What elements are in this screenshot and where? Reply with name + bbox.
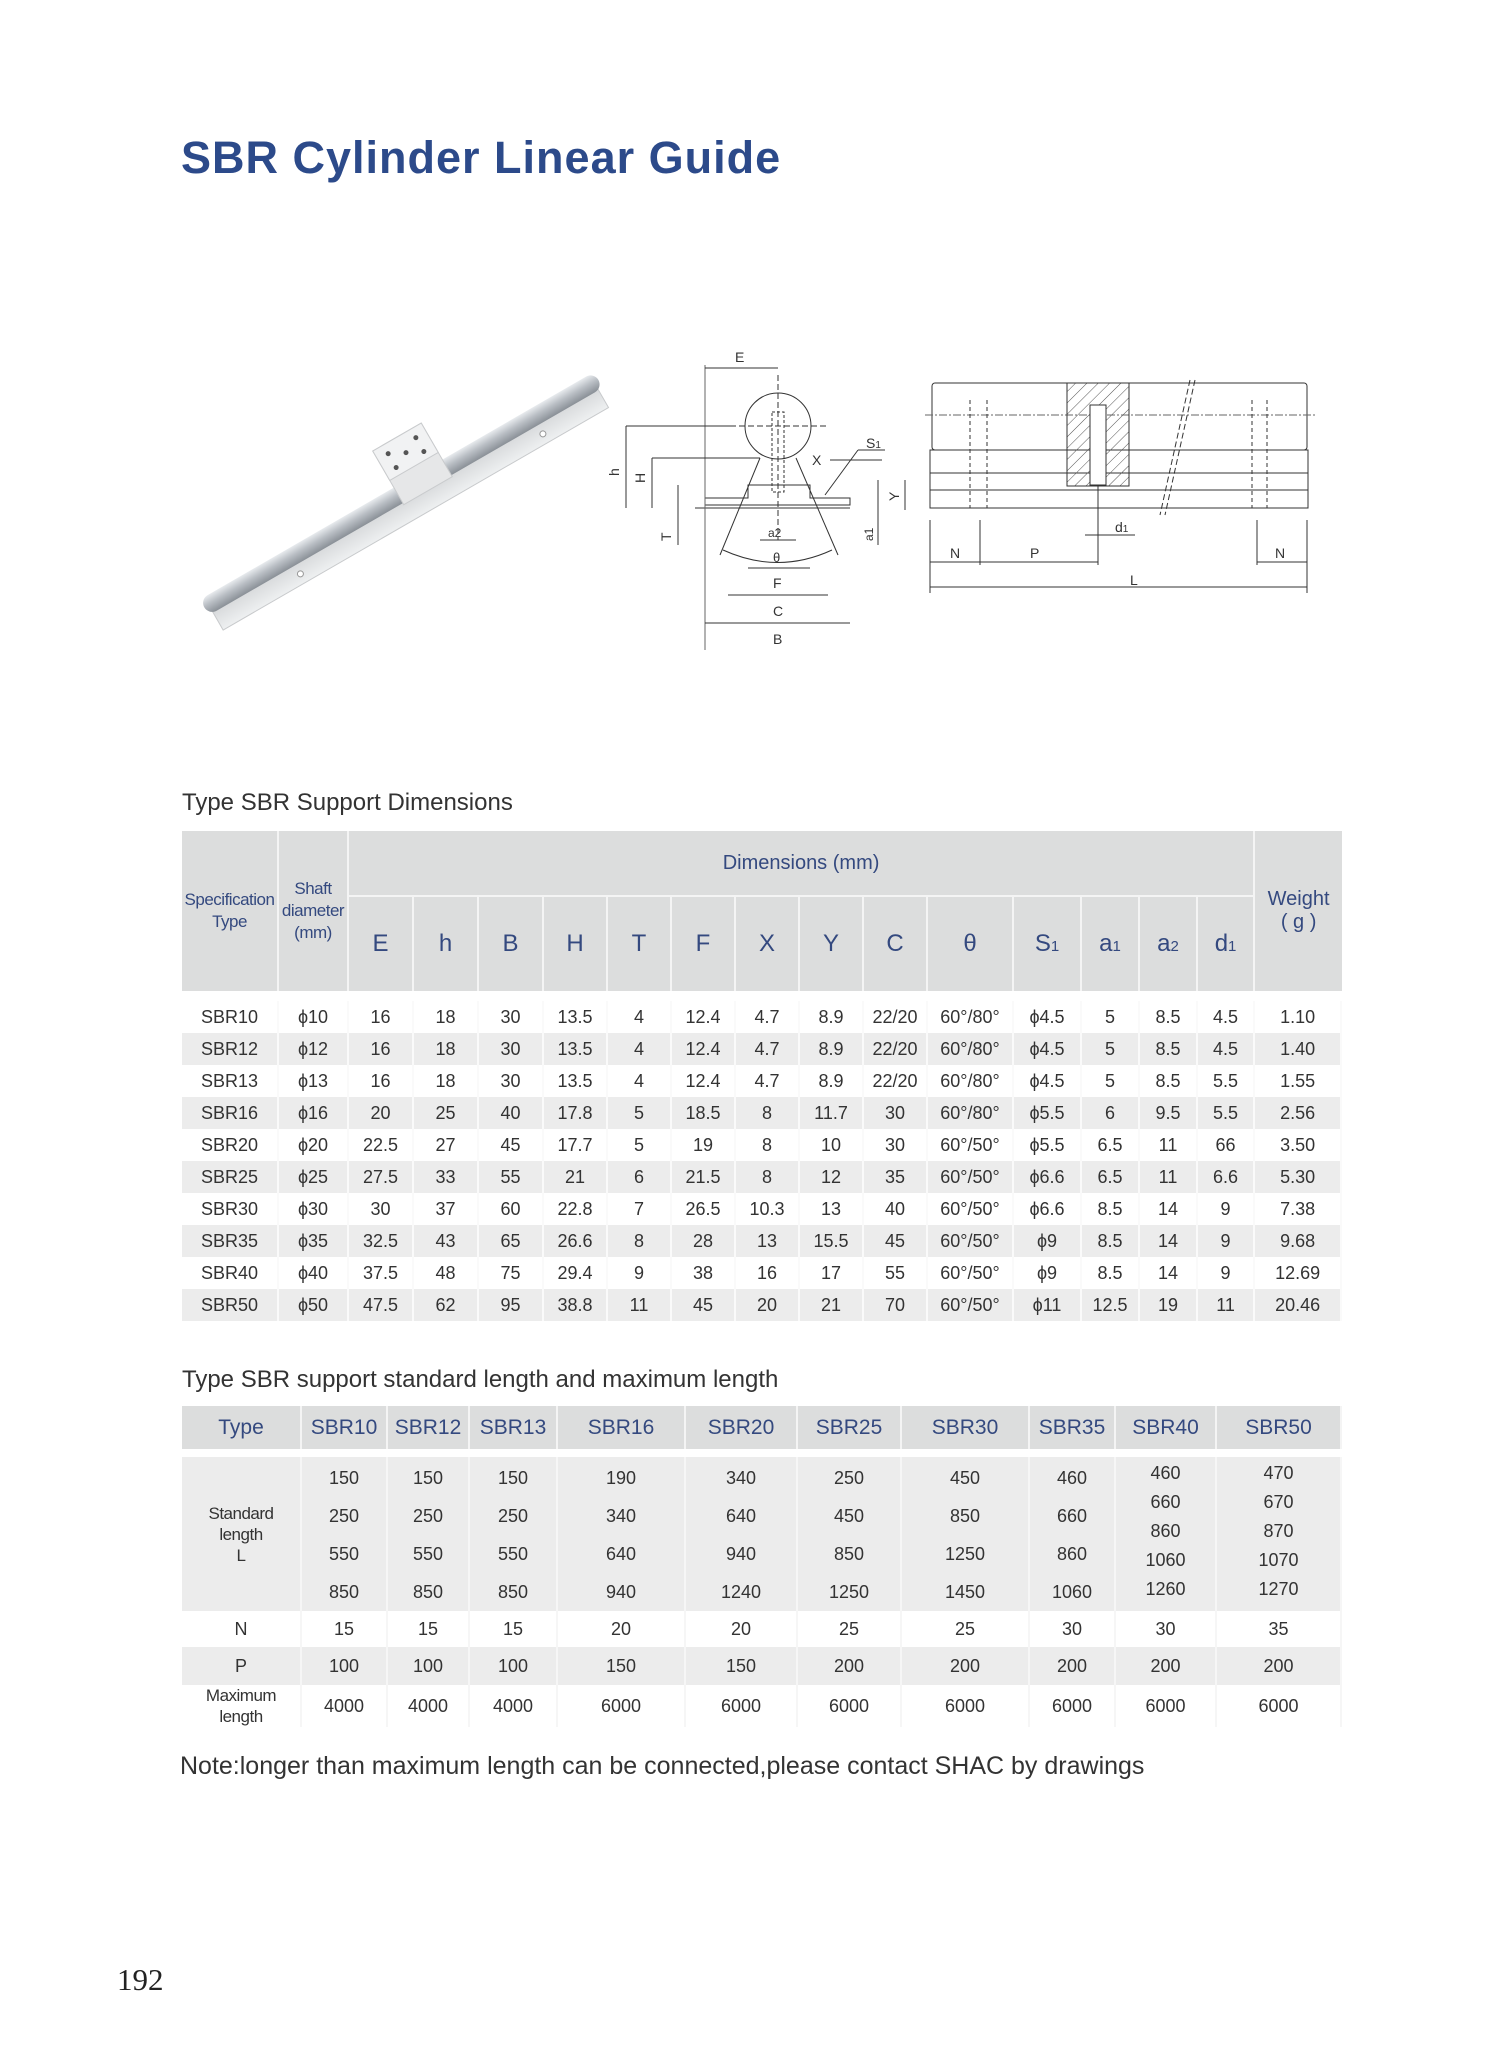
n-value-cell: 20	[686, 1611, 798, 1647]
max-length-cell: 6000	[798, 1685, 902, 1727]
header-col-7: Y	[800, 895, 864, 991]
table-cell: 16	[736, 1257, 800, 1289]
table-cell: 66	[1198, 1129, 1255, 1161]
table-cell: 16	[349, 1065, 414, 1097]
table-cell: 17	[800, 1257, 864, 1289]
table-cell: 60	[479, 1193, 544, 1225]
table-cell: ϕ4.5	[1014, 1001, 1082, 1033]
table-cell: 60°/80°	[928, 1001, 1014, 1033]
table-cell: 16	[349, 1033, 414, 1065]
table-cell: 9	[1198, 1257, 1255, 1289]
table-row	[182, 1033, 1342, 1065]
table-cell: 19	[672, 1129, 736, 1161]
page-title: SBR Cylinder Linear Guide	[181, 132, 782, 183]
table-cell: 40	[479, 1097, 544, 1129]
table-cell: ϕ40	[279, 1257, 349, 1289]
table-cell: 22.8	[544, 1193, 608, 1225]
header-col-2: B	[479, 895, 544, 991]
table-cell: 62	[414, 1289, 479, 1321]
table-cell: 1.55	[1255, 1065, 1342, 1097]
table-cell: 60°/80°	[928, 1033, 1014, 1065]
table-cell: 8	[736, 1129, 800, 1161]
table-cell: 12.5	[1082, 1289, 1140, 1321]
p-label: P	[182, 1647, 302, 1685]
table-cell: 8.5	[1082, 1193, 1140, 1225]
table-cell: 30	[864, 1129, 928, 1161]
standard-length-cell: 460 660 860 1060	[1030, 1457, 1116, 1611]
table-cell: 12	[800, 1161, 864, 1193]
standard-length-cell: 470 670 870 1070 1270	[1217, 1457, 1342, 1611]
table-cell: 35	[864, 1161, 928, 1193]
table-cell: 32.5	[349, 1225, 414, 1257]
table-cell: 55	[864, 1257, 928, 1289]
table-cell: 17.7	[544, 1129, 608, 1161]
header-col-3: H	[544, 895, 608, 991]
table-cell: 20	[349, 1097, 414, 1129]
table-cell: 7	[608, 1193, 672, 1225]
p-value-cell: 200	[902, 1647, 1030, 1685]
p-value-cell: 100	[388, 1647, 470, 1685]
table-cell: 9.5	[1140, 1097, 1198, 1129]
header-type-sbr40: SBR40	[1116, 1406, 1217, 1449]
table-cell: ϕ4.5	[1014, 1065, 1082, 1097]
table-cell: 33	[414, 1161, 479, 1193]
table-cell: 14	[1140, 1257, 1198, 1289]
table-cell: ϕ30	[279, 1193, 349, 1225]
standard-length-cell: 150 250 550 850	[302, 1457, 388, 1611]
label-d1: d1	[1115, 519, 1129, 535]
table-cell: SBR12	[182, 1033, 279, 1065]
max-length-cell: 6000	[1030, 1685, 1116, 1727]
table-cell: 45	[479, 1129, 544, 1161]
table-cell: 30	[349, 1193, 414, 1225]
table-cell: 22/20	[864, 1065, 928, 1097]
table-cell: 47.5	[349, 1289, 414, 1321]
max-length-cell: 6000	[1217, 1685, 1342, 1727]
table-cell: 1.10	[1255, 1001, 1342, 1033]
table-cell: 10.3	[736, 1193, 800, 1225]
table-cell: 60°/50°	[928, 1129, 1014, 1161]
standard-length-cell: 340 640 940 1240	[686, 1457, 798, 1611]
table-cell: 2.56	[1255, 1097, 1342, 1129]
table-cell: 75	[479, 1257, 544, 1289]
n-value-cell: 15	[470, 1611, 558, 1647]
n-value-cell: 15	[302, 1611, 388, 1647]
table-cell: 30	[479, 1065, 544, 1097]
label-a2: a2	[768, 526, 782, 540]
table-cell: 5.5	[1198, 1065, 1255, 1097]
p-value-cell: 200	[1116, 1647, 1217, 1685]
table-cell: 60°/50°	[928, 1225, 1014, 1257]
table-cell: 60°/50°	[928, 1193, 1014, 1225]
linear-guide-rail-photo	[180, 325, 630, 665]
standard-length-cell: 450 850 1250 1450	[902, 1457, 1030, 1611]
cross-section-diagram	[600, 340, 920, 650]
header-weight: Weight ( g )	[1255, 831, 1342, 991]
length-table	[182, 1406, 1342, 1727]
p-value-cell: 100	[470, 1647, 558, 1685]
table-cell: ϕ35	[279, 1225, 349, 1257]
table-row	[182, 1001, 1342, 1033]
table-cell: 5	[1082, 1001, 1140, 1033]
table-cell: SBR16	[182, 1097, 279, 1129]
max-length-cell: 6000	[1116, 1685, 1217, 1727]
n-value-cell: 25	[798, 1611, 902, 1647]
max-length-label: Maximum length	[182, 1685, 302, 1727]
header-col-4: T	[608, 895, 672, 991]
table-row	[182, 1257, 1342, 1289]
table-cell: 40	[864, 1193, 928, 1225]
table-cell: 13	[736, 1225, 800, 1257]
table-cell: 18	[414, 1065, 479, 1097]
table-cell: 8.5	[1082, 1225, 1140, 1257]
table-cell: 30	[864, 1097, 928, 1129]
table-cell: SBR10	[182, 1001, 279, 1033]
table-cell: 4.7	[736, 1001, 800, 1033]
table-cell: 14	[1140, 1225, 1198, 1257]
table-cell: 18	[414, 1033, 479, 1065]
header-type-sbr50: SBR50	[1217, 1406, 1342, 1449]
p-value-cell: 100	[302, 1647, 388, 1685]
label-Y: Y	[886, 491, 902, 501]
table-cell: 6.6	[1198, 1161, 1255, 1193]
table-row	[182, 1161, 1342, 1193]
support-dimensions-table	[182, 831, 1342, 1321]
table-cell: 55	[479, 1161, 544, 1193]
table-cell: 14	[1140, 1193, 1198, 1225]
table-cell: ϕ5.5	[1014, 1129, 1082, 1161]
table-cell: 5.30	[1255, 1161, 1342, 1193]
table-cell: 4	[608, 1033, 672, 1065]
table-cell: 43	[414, 1225, 479, 1257]
table-cell: 60°/50°	[928, 1289, 1014, 1321]
table-cell: 60°/50°	[928, 1257, 1014, 1289]
table-cell: 60°/80°	[928, 1097, 1014, 1129]
table-cell: 3.50	[1255, 1129, 1342, 1161]
table-cell: ϕ13	[279, 1065, 349, 1097]
table-cell: 1.40	[1255, 1033, 1342, 1065]
table-cell: 13.5	[544, 1065, 608, 1097]
table-cell: 13.5	[544, 1001, 608, 1033]
table-cell: 11.7	[800, 1097, 864, 1129]
table-cell: 8	[736, 1097, 800, 1129]
header-col-13: d1	[1198, 895, 1255, 991]
header-col-9: θ	[928, 895, 1014, 991]
standard-length-cell: 150 250 550 850	[388, 1457, 470, 1611]
table-cell: 27.5	[349, 1161, 414, 1193]
table-cell: 18	[414, 1001, 479, 1033]
n-label: N	[182, 1611, 302, 1647]
length-table-heading: Type SBR support standard length and maximum length	[182, 1366, 779, 1393]
standard-length-cell: 150 250 550 850	[470, 1457, 558, 1611]
table-cell: 5	[608, 1097, 672, 1129]
header-col-5: F	[672, 895, 736, 991]
max-length-cell: 4000	[470, 1685, 558, 1727]
table-cell: 7.38	[1255, 1193, 1342, 1225]
label-N-left: N	[950, 545, 961, 561]
table-cell: 38.8	[544, 1289, 608, 1321]
max-length-cell: 6000	[686, 1685, 798, 1727]
table-cell: 60°/80°	[928, 1065, 1014, 1097]
table-cell: 22/20	[864, 1001, 928, 1033]
n-value-cell: 30	[1116, 1611, 1217, 1647]
table-row	[182, 1225, 1342, 1257]
label-H: H	[632, 472, 648, 483]
label-L: L	[1130, 572, 1138, 588]
table-cell: 6.5	[1082, 1129, 1140, 1161]
table-cell: 8.9	[800, 1001, 864, 1033]
table-cell: 25	[414, 1097, 479, 1129]
table-cell: 20	[736, 1289, 800, 1321]
label-C: C	[773, 603, 784, 619]
table-row	[182, 1129, 1342, 1161]
table-cell: 45	[864, 1225, 928, 1257]
table-cell: 8.5	[1082, 1257, 1140, 1289]
header-type-sbr25: SBR25	[798, 1406, 902, 1449]
p-value-cell: 150	[686, 1647, 798, 1685]
table-cell: 4.7	[736, 1033, 800, 1065]
table-cell: 95	[479, 1289, 544, 1321]
p-value-cell: 200	[798, 1647, 902, 1685]
table-cell: 13	[800, 1193, 864, 1225]
table-cell: 12.4	[672, 1065, 736, 1097]
table-cell: 13.5	[544, 1033, 608, 1065]
table-cell: 22/20	[864, 1033, 928, 1065]
table-cell: 60°/50°	[928, 1161, 1014, 1193]
table-cell: ϕ4.5	[1014, 1033, 1082, 1065]
table-cell: 5	[608, 1129, 672, 1161]
label-B: B	[773, 631, 783, 647]
table-cell: 11	[1198, 1289, 1255, 1321]
table-cell: ϕ16	[279, 1097, 349, 1129]
table-row	[182, 1289, 1342, 1321]
header-dimensions-group: Dimensions (mm)	[349, 831, 1255, 895]
table-cell: 30	[479, 1001, 544, 1033]
table-cell: 9	[1198, 1193, 1255, 1225]
max-length-cell: 4000	[388, 1685, 470, 1727]
label-theta: θ	[773, 550, 781, 565]
table-cell: ϕ9	[1014, 1257, 1082, 1289]
standard-length-cell: 250 450 850 1250	[798, 1457, 902, 1611]
dimensions-table-heading: Type SBR Support Dimensions	[182, 789, 513, 816]
n-value-cell: 30	[1030, 1611, 1116, 1647]
table-cell: 11	[1140, 1129, 1198, 1161]
table-cell: 4.5	[1198, 1001, 1255, 1033]
table-cell: ϕ50	[279, 1289, 349, 1321]
table-cell: 29.4	[544, 1257, 608, 1289]
table-cell: 5	[1082, 1033, 1140, 1065]
header-type-sbr10: SBR10	[302, 1406, 388, 1449]
table-cell: 11	[608, 1289, 672, 1321]
label-S1: S1	[866, 435, 881, 451]
table-cell: 17.8	[544, 1097, 608, 1129]
table-cell: 27	[414, 1129, 479, 1161]
header-col-12: a2	[1140, 895, 1198, 991]
header-shaft-diameter: Shaft diameter (mm)	[279, 831, 349, 991]
page-number: 192	[117, 1962, 164, 1997]
table-cell: SBR20	[182, 1129, 279, 1161]
table-cell: 28	[672, 1225, 736, 1257]
table-cell: SBR13	[182, 1065, 279, 1097]
p-value-cell: 150	[558, 1647, 686, 1685]
table-cell: 8	[736, 1161, 800, 1193]
header-type: Type	[182, 1406, 302, 1449]
header-spec-type: Specification Type	[182, 831, 279, 991]
table-cell: ϕ11	[1014, 1289, 1082, 1321]
table-cell: ϕ12	[279, 1033, 349, 1065]
table-cell: 9	[1198, 1225, 1255, 1257]
table-cell: 6	[608, 1161, 672, 1193]
table-cell: 11	[1140, 1161, 1198, 1193]
table-cell: ϕ25	[279, 1161, 349, 1193]
header-type-sbr16: SBR16	[558, 1406, 686, 1449]
label-P: P	[1030, 545, 1040, 561]
table-cell: ϕ6.6	[1014, 1161, 1082, 1193]
label-h: h	[606, 468, 622, 476]
table-cell: 21.5	[672, 1161, 736, 1193]
header-type-sbr35: SBR35	[1030, 1406, 1116, 1449]
n-value-cell: 35	[1217, 1611, 1342, 1647]
table-cell: 45	[672, 1289, 736, 1321]
table-cell: SBR25	[182, 1161, 279, 1193]
table-cell: 37	[414, 1193, 479, 1225]
table-cell: 65	[479, 1225, 544, 1257]
table-cell: ϕ10	[279, 1001, 349, 1033]
table-cell: 21	[544, 1161, 608, 1193]
header-type-sbr12: SBR12	[388, 1406, 470, 1449]
table-cell: 8.5	[1140, 1033, 1198, 1065]
table-cell: 21	[800, 1289, 864, 1321]
table-cell: ϕ6.6	[1014, 1193, 1082, 1225]
table-cell: 8	[608, 1225, 672, 1257]
table-cell: 37.5	[349, 1257, 414, 1289]
table-cell: ϕ9	[1014, 1225, 1082, 1257]
header-col-1: h	[414, 895, 479, 991]
header-col-11: a1	[1082, 895, 1140, 991]
table-cell: ϕ5.5	[1014, 1097, 1082, 1129]
table-cell: SBR30	[182, 1193, 279, 1225]
table-row	[182, 1097, 1342, 1129]
table-cell: 8.9	[800, 1033, 864, 1065]
table-cell: 4.5	[1198, 1033, 1255, 1065]
label-a1: a1	[862, 527, 876, 541]
table-cell: 10	[800, 1129, 864, 1161]
table-cell: 9.68	[1255, 1225, 1342, 1257]
table-cell: 6.5	[1082, 1161, 1140, 1193]
table-cell: 6	[1082, 1097, 1140, 1129]
header-col-10: S1	[1014, 895, 1082, 991]
table-cell: 5	[1082, 1065, 1140, 1097]
table-cell: 19	[1140, 1289, 1198, 1321]
label-N-right: N	[1275, 545, 1286, 561]
label-T: T	[658, 532, 674, 541]
label-E: E	[735, 349, 745, 365]
n-value-cell: 15	[388, 1611, 470, 1647]
table-cell: 8.5	[1140, 1001, 1198, 1033]
header-type-sbr30: SBR30	[902, 1406, 1030, 1449]
table-cell: 26.5	[672, 1193, 736, 1225]
table-cell: SBR40	[182, 1257, 279, 1289]
standard-length-label: Standard length L	[182, 1457, 302, 1611]
table-cell: SBR50	[182, 1289, 279, 1321]
standard-length-cell: 190 340 640 940	[558, 1457, 686, 1611]
table-cell: 26.6	[544, 1225, 608, 1257]
table-cell: 4	[608, 1065, 672, 1097]
header-type-sbr20: SBR20	[686, 1406, 798, 1449]
table-cell: 5.5	[1198, 1097, 1255, 1129]
table-cell: 8.9	[800, 1065, 864, 1097]
label-X: X	[812, 452, 822, 468]
p-value-cell: 200	[1217, 1647, 1342, 1685]
table-cell: 20.46	[1255, 1289, 1342, 1321]
table-cell: 9	[608, 1257, 672, 1289]
table-cell: 12.69	[1255, 1257, 1342, 1289]
p-value-cell: 200	[1030, 1647, 1116, 1685]
header-type-sbr13: SBR13	[470, 1406, 558, 1449]
table-cell: 48	[414, 1257, 479, 1289]
table-cell: 16	[349, 1001, 414, 1033]
standard-length-cell: 460 660 860 1060 1260	[1116, 1457, 1217, 1611]
table-cell: 4.7	[736, 1065, 800, 1097]
header-col-6: X	[736, 895, 800, 991]
table-cell: 18.5	[672, 1097, 736, 1129]
table-cell: 70	[864, 1289, 928, 1321]
n-value-cell: 25	[902, 1611, 1030, 1647]
header-col-0: E	[349, 895, 414, 991]
side-view-diagram	[925, 375, 1315, 595]
max-length-cell: 6000	[902, 1685, 1030, 1727]
n-value-cell: 20	[558, 1611, 686, 1647]
header-col-8: C	[864, 895, 928, 991]
table-row	[182, 1193, 1342, 1225]
table-cell: 38	[672, 1257, 736, 1289]
table-cell: ϕ20	[279, 1129, 349, 1161]
table-cell: 8.5	[1140, 1065, 1198, 1097]
table-row	[182, 1065, 1342, 1097]
table-cell: 30	[479, 1033, 544, 1065]
table-cell: 22.5	[349, 1129, 414, 1161]
footnote: Note:longer than maximum length can be connected,please contact SHAC by drawings	[180, 1752, 1145, 1780]
label-F: F	[773, 575, 782, 591]
max-length-cell: 6000	[558, 1685, 686, 1727]
table-cell: 4	[608, 1001, 672, 1033]
table-cell: 12.4	[672, 1033, 736, 1065]
max-length-cell: 4000	[302, 1685, 388, 1727]
table-cell: SBR35	[182, 1225, 279, 1257]
table-cell: 15.5	[800, 1225, 864, 1257]
table-cell: 12.4	[672, 1001, 736, 1033]
